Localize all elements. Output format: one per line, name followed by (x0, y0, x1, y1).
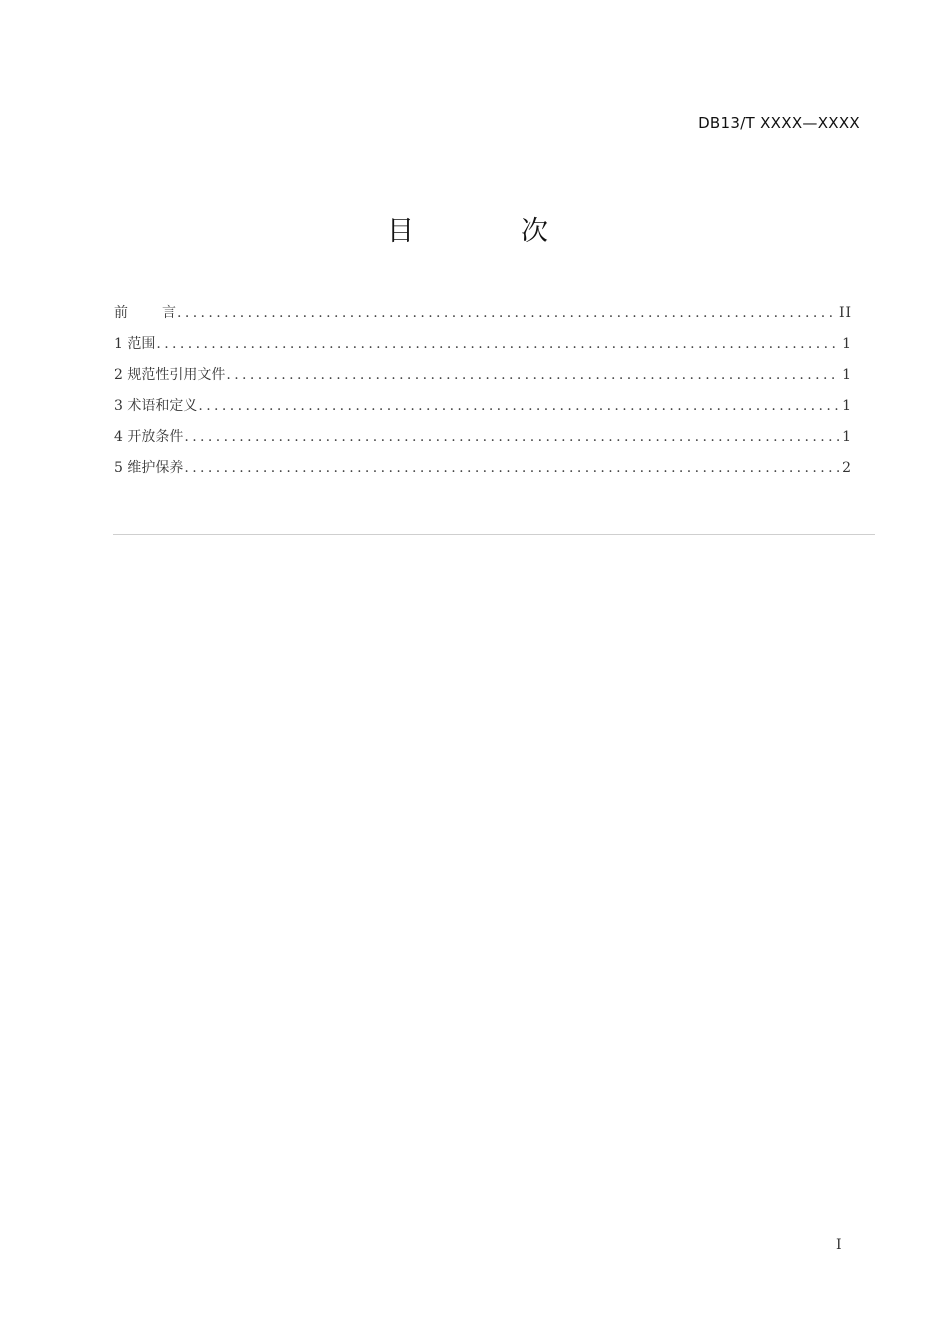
divider-rule (113, 534, 875, 535)
toc-dot-leader (226, 360, 840, 391)
toc-item-page: 2 (842, 460, 852, 476)
toc-item-normative-references[interactable] (114, 360, 852, 391)
toc-dot-leader (177, 298, 837, 329)
toc-item-foreword[interactable] (114, 298, 852, 329)
toc-item-label (114, 298, 176, 329)
standard-code: DB13/T XXXX—XXXX (698, 114, 860, 132)
toc-item-scope[interactable] (114, 329, 852, 360)
toc-item-page: 1 (842, 367, 852, 383)
toc-item-label-last-char: 言 (162, 305, 176, 321)
toc-item-page: II (838, 305, 852, 321)
page-number: I (836, 1237, 842, 1253)
toc-item-page: 1 (842, 336, 852, 352)
toc-item-opening-conditions[interactable] (114, 422, 852, 453)
toc-item-terms-definitions[interactable] (114, 391, 852, 422)
toc-item-label: 2 规范性引用文件 (114, 367, 226, 383)
toc-item-label: 5 维护保养 (114, 460, 184, 476)
toc-list (114, 298, 852, 484)
toc-item-label: 4 开放条件 (114, 429, 184, 445)
toc-dot-leader (198, 391, 840, 422)
toc-title: 目 次 (387, 216, 588, 247)
toc-item-maintenance[interactable] (114, 453, 852, 484)
toc-item-label: 3 术语和定义 (114, 398, 198, 414)
toc-dot-leader (156, 329, 840, 360)
toc-item-page: 1 (842, 398, 852, 414)
toc-item-label: 1 范围 (114, 336, 156, 352)
toc-dot-leader (184, 453, 840, 484)
toc-dot-leader (184, 422, 840, 453)
toc-item-page: 1 (842, 429, 852, 445)
toc-item-label-first-char: 前 (114, 305, 162, 321)
